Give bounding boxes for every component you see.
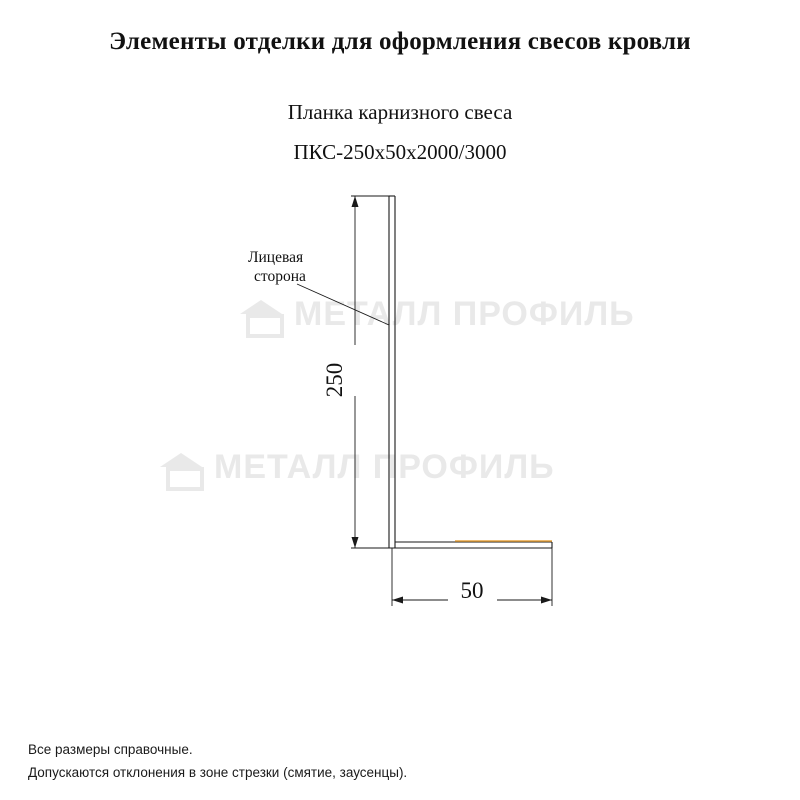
callout-leader	[248, 249, 389, 325]
dimension-horizontal-label: 50	[460, 578, 484, 603]
footnote-line-2: Допускаются отклонения в зоне стрезки (смятие, заусенцы).	[28, 765, 408, 780]
product-code: ПКС-250х50х2000/3000	[293, 140, 507, 164]
profile-horizontal-flange	[389, 542, 552, 548]
callout-line-1: Лицевая	[248, 249, 304, 266]
dimension-vertical	[322, 196, 389, 548]
watermark-text: МЕТАЛЛ ПРОФИЛЬ	[294, 295, 635, 333]
footnote-line-1: Все размеры справочные.	[28, 742, 193, 757]
profile-vertical-flange	[389, 196, 395, 548]
page-title: Элементы отделки для оформления свесов кровли	[109, 28, 691, 55]
watermark-text: МЕТАЛЛ ПРОФИЛЬ	[214, 448, 555, 486]
dimension-horizontal	[392, 548, 552, 606]
product-name: Планка карнизного свеса	[287, 100, 513, 124]
dimension-vertical-label: 250	[322, 362, 347, 398]
callout-line-2: сторона	[254, 268, 306, 285]
